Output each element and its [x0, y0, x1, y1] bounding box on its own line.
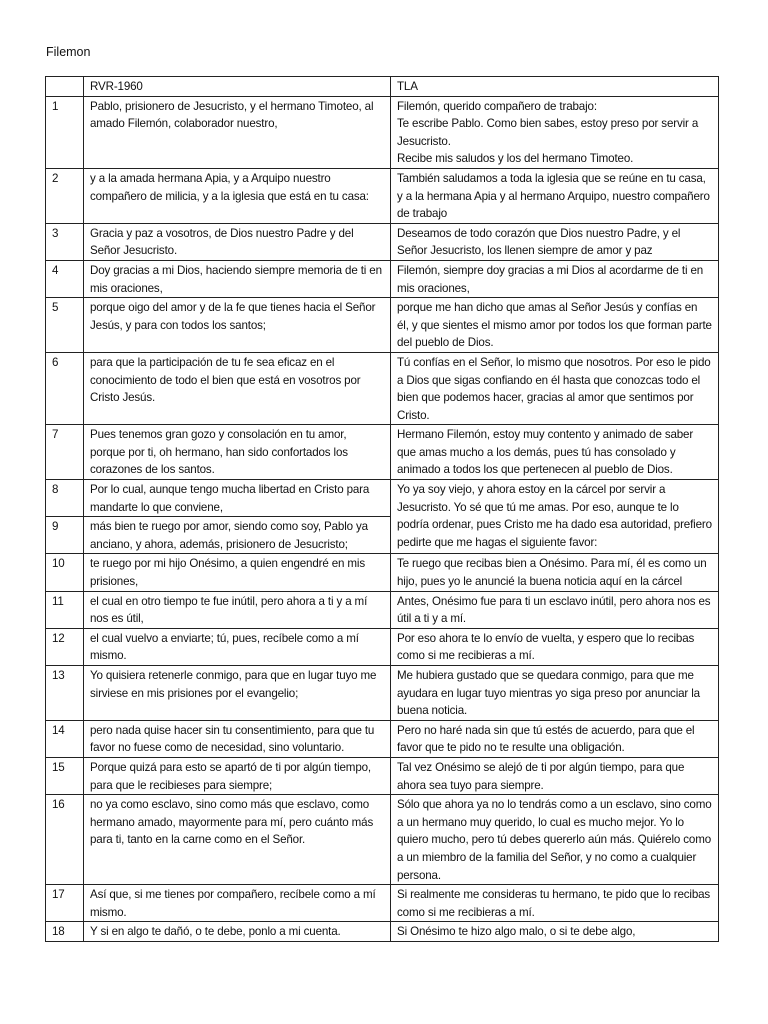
table-row	[46, 591, 719, 628]
tla-verse-text: Tú confías en el Señor, lo mismo que nosotros. Por eso le pido a Dios que sigas confiando en él hasta que conozcas todo el bien que podemos hacer, gracias al amor que sentimos por Cristo.	[391, 352, 719, 424]
verse-number: 2	[46, 168, 84, 223]
tla-verse-text: Tal vez Onésimo se alejó de ti por algún tiempo, para que ahora sea tuyo para siempre.	[391, 757, 719, 794]
verse-comparison-table	[45, 76, 719, 942]
tla-verse-text: Antes, Onésimo fue para ti un esclavo inútil, pero ahora nos es útil a ti y a mí.	[391, 591, 719, 628]
header-rvr-1960: RVR-1960	[84, 77, 391, 97]
tla-verse-text: Deseamos de todo corazón que Dios nuestro Padre, y el Señor Jesucristo, los llenen siempre de amor y paz	[391, 223, 719, 260]
verse-number: 14	[46, 720, 84, 757]
table-row	[46, 554, 719, 591]
verse-number: 7	[46, 425, 84, 480]
tla-verse-text: Filemón, siempre doy gracias a mi Dios al acordarme de ti en mis oraciones,	[391, 260, 719, 297]
verse-number: 18	[46, 922, 84, 942]
rvr-verse-text: Pues tenemos gran gozo y consolación en tu amor, porque por ti, oh hermano, han sido confortados los corazones de los santos.	[84, 425, 391, 480]
table-row	[46, 720, 719, 757]
tla-verse-text: Te ruego que recibas bien a Onésimo. Para mí, él es como un hijo, pues yo le anuncié la buena noticia aquí en la cárcel	[391, 554, 719, 591]
table-row	[46, 223, 719, 260]
tla-verse-text: Pero no haré nada sin que tú estés de acuerdo, para que el favor que te pido no te resulte una obligación.	[391, 720, 719, 757]
verse-number: 15	[46, 757, 84, 794]
verse-number: 12	[46, 628, 84, 665]
table-row	[46, 922, 719, 942]
verse-number: 6	[46, 352, 84, 424]
verse-number: 1	[46, 96, 84, 168]
rvr-verse-text: Yo quisiera retenerle conmigo, para que en lugar tuyo me sirviese en mis prisiones por el evangelio;	[84, 666, 391, 721]
rvr-verse-text: Pablo, prisionero de Jesucristo, y el hermano Timoteo, al amado Filemón, colaborador nuestro,	[84, 96, 391, 168]
table-row	[46, 352, 719, 424]
rvr-verse-text: te ruego por mi hijo Onésimo, a quien engendré en mis prisiones,	[84, 554, 391, 591]
verse-number: 17	[46, 885, 84, 922]
table-row	[46, 666, 719, 721]
rvr-verse-text: pero nada quise hacer sin tu consentimiento, para que tu favor no fuese como de necesidad, sino voluntario.	[84, 720, 391, 757]
rvr-verse-text: Por lo cual, aunque tengo mucha libertad en Cristo para mandarte lo que conviene,	[84, 480, 391, 517]
document-title: Filemon	[46, 45, 91, 59]
verse-number: 10	[46, 554, 84, 591]
table-row	[46, 885, 719, 922]
tla-verse-text: Me hubiera gustado que se quedara conmigo, para que me ayudara en lugar tuyo mientras yo siga preso por anunciar la buena noticia.	[391, 666, 719, 721]
table-row	[46, 168, 719, 223]
rvr-verse-text: Así que, si me tienes por compañero, recíbele como a mí mismo.	[84, 885, 391, 922]
tla-verse-text: Si realmente me consideras tu hermano, te pido que lo recibas como si me recibieras a mí.	[391, 885, 719, 922]
table-body	[46, 96, 719, 941]
rvr-verse-text: el cual en otro tiempo te fue inútil, pero ahora a ti y a mí nos es útil,	[84, 591, 391, 628]
rvr-verse-text: el cual vuelvo a enviarte; tú, pues, recíbele como a mí mismo.	[84, 628, 391, 665]
tla-verse-text: Si Onésimo te hizo algo malo, o si te debe algo,	[391, 922, 719, 942]
tla-verse-text: Filemón, querido compañero de trabajo: Te escribe Pablo. Como bien sabes, estoy preso por servir a Jesucristo. Recibe mis saludos y los del hermano Timoteo.	[391, 96, 719, 168]
table-row	[46, 96, 719, 168]
verse-number: 13	[46, 666, 84, 721]
tla-verse-text: porque me han dicho que amas al Señor Jesús y confías en él, y que sientes el mismo amor por todos los que forman parte del pueblo de Dios.	[391, 298, 719, 353]
tla-verse-text: También saludamos a toda la iglesia que se reúne en tu casa, y a la hermana Apia y al hermano Arquipo, nuestro compañero de trabajo	[391, 168, 719, 223]
table-row	[46, 628, 719, 665]
rvr-verse-text: para que la participación de tu fe sea eficaz en el conocimiento de todo el bien que está en vosotros por Cristo Jesús.	[84, 352, 391, 424]
verse-number: 9	[46, 517, 84, 554]
table-row	[46, 260, 719, 297]
table-header-row	[46, 77, 719, 97]
table-row	[46, 757, 719, 794]
verse-number: 4	[46, 260, 84, 297]
table-row	[46, 298, 719, 353]
rvr-verse-text: Gracia y paz a vosotros, de Dios nuestro Padre y del Señor Jesucristo.	[84, 223, 391, 260]
rvr-verse-text: porque oigo del amor y de la fe que tienes hacia el Señor Jesús, y para con todos los santos;	[84, 298, 391, 353]
verse-number: 16	[46, 795, 84, 885]
tla-verse-text: Hermano Filemón, estoy muy contento y animado de saber que amas mucho a los demás, pues tú has consolado y animado a todos los que pertenecen al pueblo de Dios.	[391, 425, 719, 480]
rvr-verse-text: y a la amada hermana Apia, y a Arquipo nuestro compañero de milicia, y a la iglesia que está en tu casa:	[84, 168, 391, 223]
rvr-verse-text: Doy gracias a mi Dios, haciendo siempre memoria de ti en mis oraciones,	[84, 260, 391, 297]
tla-verse-text: Yo ya soy viejo, y ahora estoy en la cárcel por servir a Jesucristo. Yo sé que tú me amas. Por eso, aunque te lo podría ordenar, pues Cristo me ha dado esa autoridad, prefiero pedirte que me hagas el siguiente favor:	[391, 480, 719, 554]
table-row	[46, 480, 719, 517]
header-verse-number	[46, 77, 84, 97]
table-row	[46, 425, 719, 480]
verse-number: 5	[46, 298, 84, 353]
rvr-verse-text: más bien te ruego por amor, siendo como soy, Pablo ya anciano, y ahora, además, prisionero de Jesucristo;	[84, 517, 391, 554]
verse-number: 8	[46, 480, 84, 517]
table-row	[46, 795, 719, 885]
verse-number: 11	[46, 591, 84, 628]
header-tla: TLA	[391, 77, 719, 97]
tla-verse-text: Sólo que ahora ya no lo tendrás como a un esclavo, sino como a un hermano muy querido, lo cual es mucho mejor. Yo lo quiero mucho, pero tú debes quererlo aún más. Quiérelo como a un miembro de la familia del Señor, y no como a cualquier persona.	[391, 795, 719, 885]
tla-verse-text: Por eso ahora te lo envío de vuelta, y espero que lo recibas como si me recibieras a mí.	[391, 628, 719, 665]
verse-number: 3	[46, 223, 84, 260]
rvr-verse-text: Porque quizá para esto se apartó de ti por algún tiempo, para que le recibieses para siempre;	[84, 757, 391, 794]
rvr-verse-text: no ya como esclavo, sino como más que esclavo, como hermano amado, mayormente para mí, pero cuánto más para ti, tanto en la carne como en el Señor.	[84, 795, 391, 885]
rvr-verse-text: Y si en algo te dañó, o te debe, ponlo a mi cuenta.	[84, 922, 391, 942]
